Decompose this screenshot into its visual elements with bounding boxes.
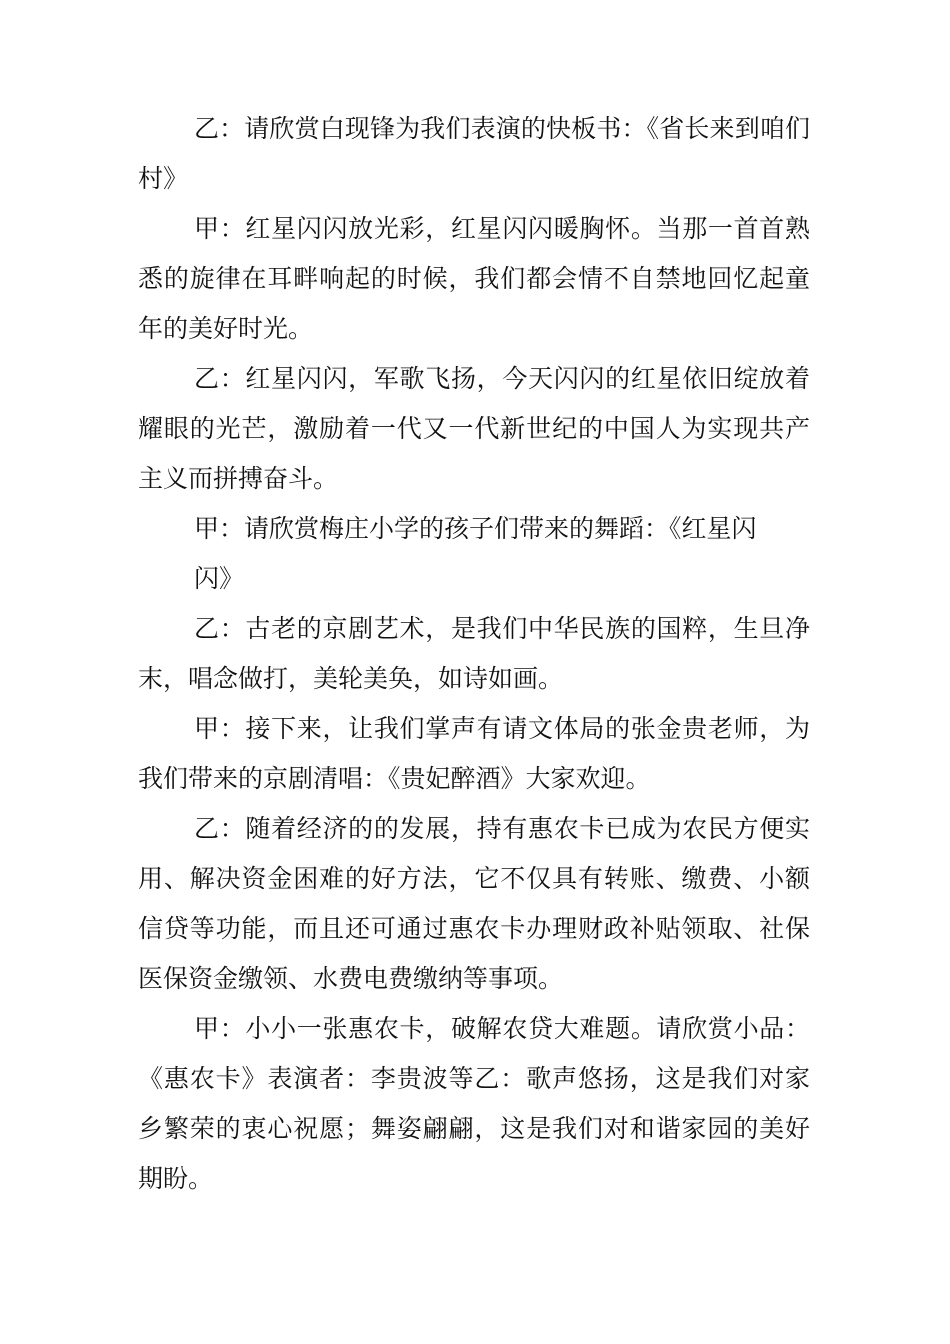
paragraph-2: 甲：红星闪闪放光彩，红星闪闪暖胸怀。当那一首首熟悉的旋律在耳畔响起的时候，我们都会情不自禁地回忆起童年的美好时光。 <box>138 214 810 343</box>
document-page <box>138 104 810 1204</box>
paragraph-4 <box>138 504 810 604</box>
paragraph-7: 乙：随着经济的的发展，持有惠农卡已成为农民方便实用、解决资金困难的好方法，它不仅具有转账、缴费、小额信贷等功能，而且还可通过惠农卡办理财政补贴领取、社保医保资金缴领、水费电费缴纳等事项。 <box>138 814 810 993</box>
paragraph-4-line-2: 闪》 <box>194 564 245 593</box>
paragraph-1: 乙：请欣赏白现锋为我们表演的快板书：《省长来到咱们村》 <box>138 114 810 193</box>
paragraph-5: 乙：古老的京剧艺术，是我们中华民族的国粹，生旦净末，唱念做打，美轮美奂，如诗如画。 <box>138 614 810 693</box>
paragraph-8: 甲：小小一张惠农卡，破解农贷大难题。请欣赏小品：《惠农卡》表演者：李贵波等乙：歌声悠扬，这是我们对家乡繁荣的衷心祝愿；舞姿翩翩，这是我们对和谐家园的美好期盼。 <box>138 1014 810 1193</box>
paragraph-6: 甲：接下来，让我们掌声有请文体局的张金贵老师，为我们带来的京剧清唱：《贵妃醉酒》大家欢迎。 <box>138 714 810 793</box>
paragraph-4-line-1: 甲：请欣赏梅庄小学的孩子们带来的舞蹈：《红星闪 <box>194 514 757 543</box>
paragraph-3: 乙：红星闪闪，军歌飞扬，今天闪闪的红星依旧绽放着耀眼的光芒，激励着一代又一代新世纪的中国人为实现共产主义而拼搏奋斗。 <box>138 364 810 493</box>
